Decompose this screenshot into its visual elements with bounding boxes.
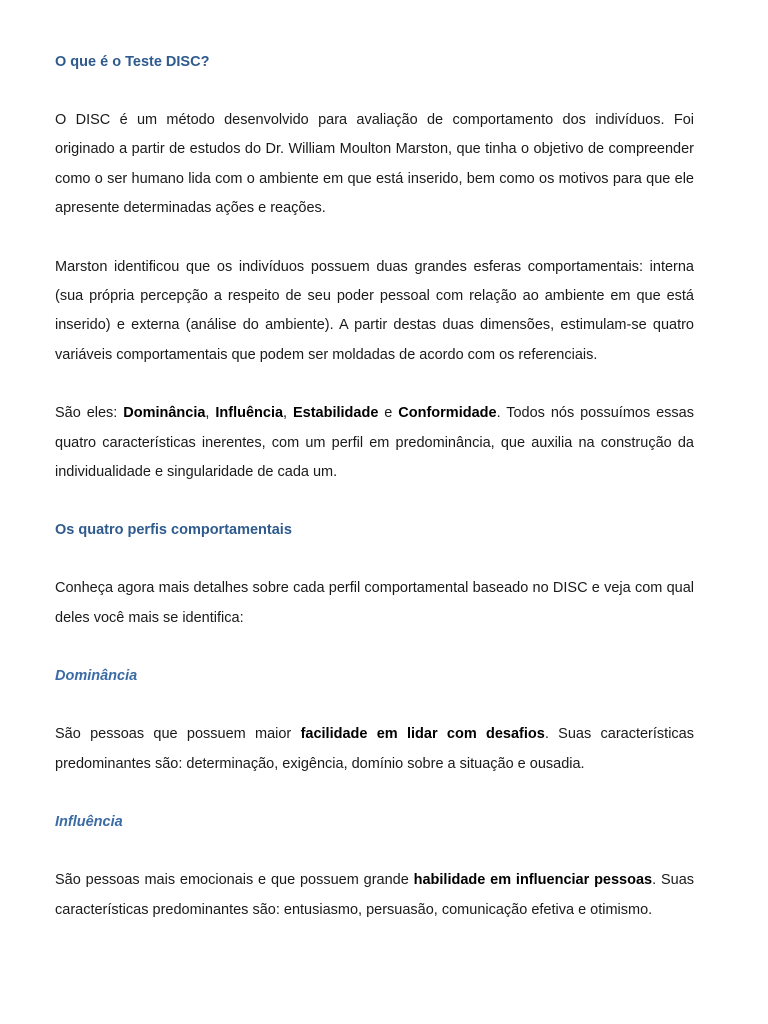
paragraph-influencia: São pessoas mais emocionais e que possuem grande habilidade em influenciar pessoas. Suas características predominantes são: entusiasmo, persuasão, comunicação efetiva e otimismo. [55, 872, 695, 918]
paragraph-four-profiles-list: São eles: Dominância, Influência, Estabilidade e Conformidade. Todos nós possuímos essas quatro características inerentes, com um perfil em predominância, que auxilia na construção da individualidade e singularidade de cada um. [55, 405, 694, 481]
paragraph-marston-spheres: Marston identificou que os indivíduos possuem duas grandes esferas comportamentais: interna (sua própria percepção a respeito de seu poder pessoal com relação ao ambiente em que está inserido) e externa (análise do ambiente). A partir destas duas dimensões, estimulam-se quatro variáveis comportamentais que podem ser moldadas de acordo com os referenciais. [55, 258, 694, 363]
term-influencia: Influência [215, 405, 284, 422]
term-dominancia: Dominância [123, 405, 206, 422]
paragraph-disc-definition: O DISC é um método desenvolvido para avaliação de comportamento dos indivíduos. Foi originado a partir de estudos do Dr. William Moulton Marston, que tinha o objetivo de compreender como o ser humano lida com o ambiente em que está inserido, bem como os motivos para que ele apresente determinadas ações e reações. [55, 112, 694, 217]
section-title-four-profiles: Os quatro perfis comportamentais [55, 522, 292, 539]
subsection-title-dominancia: Dominância [55, 668, 138, 685]
term-estabilidade: Estabilidade [292, 405, 379, 422]
section-title-what-is-disc: O que é o Teste DISC? [55, 54, 210, 70]
paragraph-dominancia: São pessoas que possuem maior facilidade em lidar com desafios. Suas características predominantes são: determinação, exigência, domínio sobre a situação e ousadia. [55, 726, 694, 772]
highlight-dominancia: facilidade em lidar com desafios [300, 726, 545, 743]
paragraph-profiles-intro: Conheça agora mais detalhes sobre cada perfil comportamental baseado no DISC e veja com qual deles você mais se identifica: [55, 580, 694, 626]
document-page [55, 48, 694, 925]
subsection-title-influencia: Influência [55, 814, 123, 831]
term-conformidade: Conformidade [398, 405, 497, 422]
highlight-influencia: habilidade em influenciar pessoas [413, 872, 653, 889]
